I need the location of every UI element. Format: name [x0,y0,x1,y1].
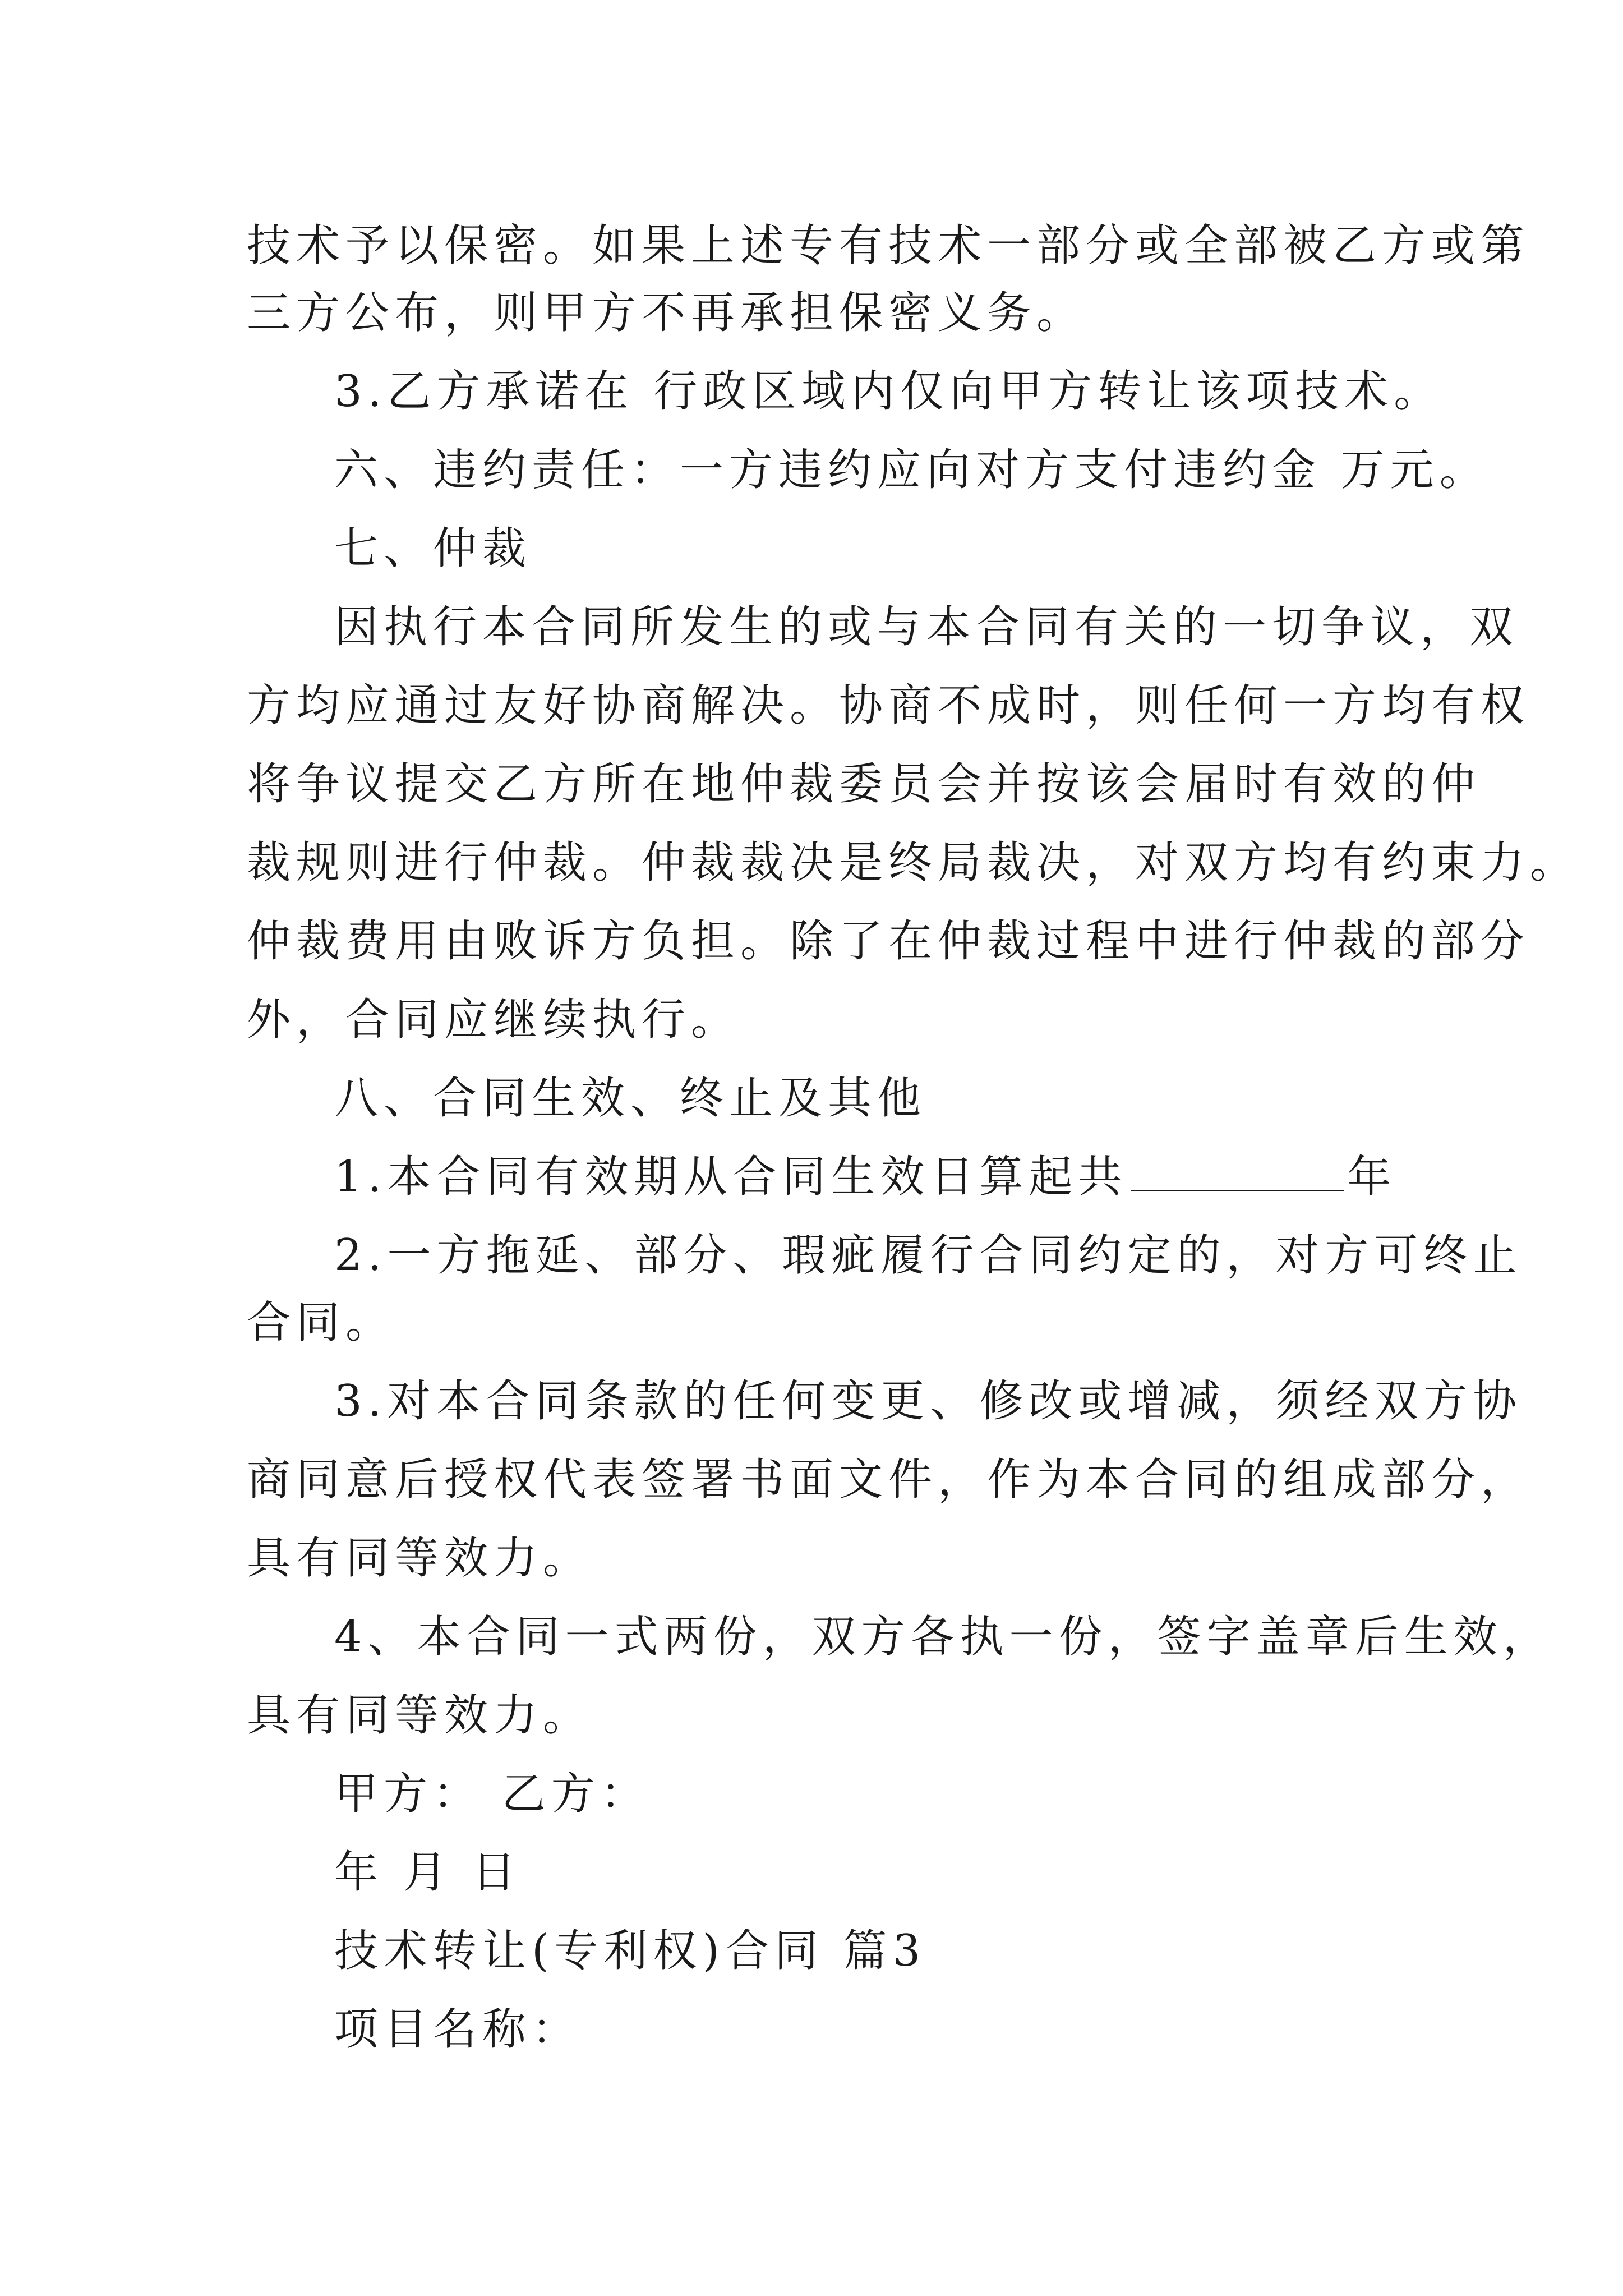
fill-in-blank [1131,1155,1344,1191]
contract-title: 技术转让(专利权)合同 篇3 [334,1926,926,1976]
paragraph-line: 六、违约责任：一方违约应向对方支付违约金 万元。 [334,445,1489,495]
section-heading: 八、合同生效、终止及其他 [334,1073,927,1124]
paragraph-line: 三方公布，则甲方不再承担保密义务。 [247,288,1086,338]
paragraph-line: 3.乙方承诺在 行政区域内仅向甲方转让该项技术。 [334,366,1444,417]
signature-line: 甲方： 乙方： [334,1769,650,1819]
paragraph-line: 方均应通过友好协商解决。协商不成时，则任何一方均有权 [247,680,1530,731]
paragraph-line: 具有同等效力。 [247,1690,593,1741]
paragraph-line: 4、本合同一式两份，双方各执一份，签字盖章后生效， [334,1612,1552,1662]
paragraph-line: 因执行本合同所发生的或与本合同有关的一切争议，双 [334,602,1519,652]
paragraph-line-with-blank [334,1149,1396,1205]
project-name-label: 项目名称： [334,2004,582,2055]
section-heading: 七、仲裁 [334,523,532,574]
paragraph-line: 2.一方拖延、部分、瑕疵履行合同约定的，对方可终止 [334,1230,1523,1281]
paragraph-line: 外，合同应继续执行。 [247,995,741,1045]
paragraph-line: 具有同等效力。 [247,1533,593,1584]
paragraph-line: 合同。 [247,1297,395,1348]
paragraph-line: 将争议提交乙方所在地仲裁委员会并按该会届时有效的仲 [247,759,1481,809]
paragraph-line: 仲裁费用由败诉方负担。除了在仲裁过程中进行仲裁的部分 [247,916,1530,967]
paragraph-line: 裁规则进行仲裁。仲裁裁决是终局裁决，对双方均有约束力。 [247,838,1580,888]
term-unit: 年 [1347,1152,1397,1202]
date-line: 年 月 日 [334,1847,522,1898]
term-label: 1.本合同有效期从合同生效日算起共 [334,1152,1128,1202]
paragraph-line: 技术予以保密。如果上述专有技术一部分或全部被乙方或第 [247,220,1530,271]
paragraph-line: 3.对本合同条款的任何变更、修改或增减，须经双方协 [334,1376,1523,1427]
paragraph-line: 商同意后授权代表签署书面文件，作为本合同的组成部分， [247,1455,1530,1505]
